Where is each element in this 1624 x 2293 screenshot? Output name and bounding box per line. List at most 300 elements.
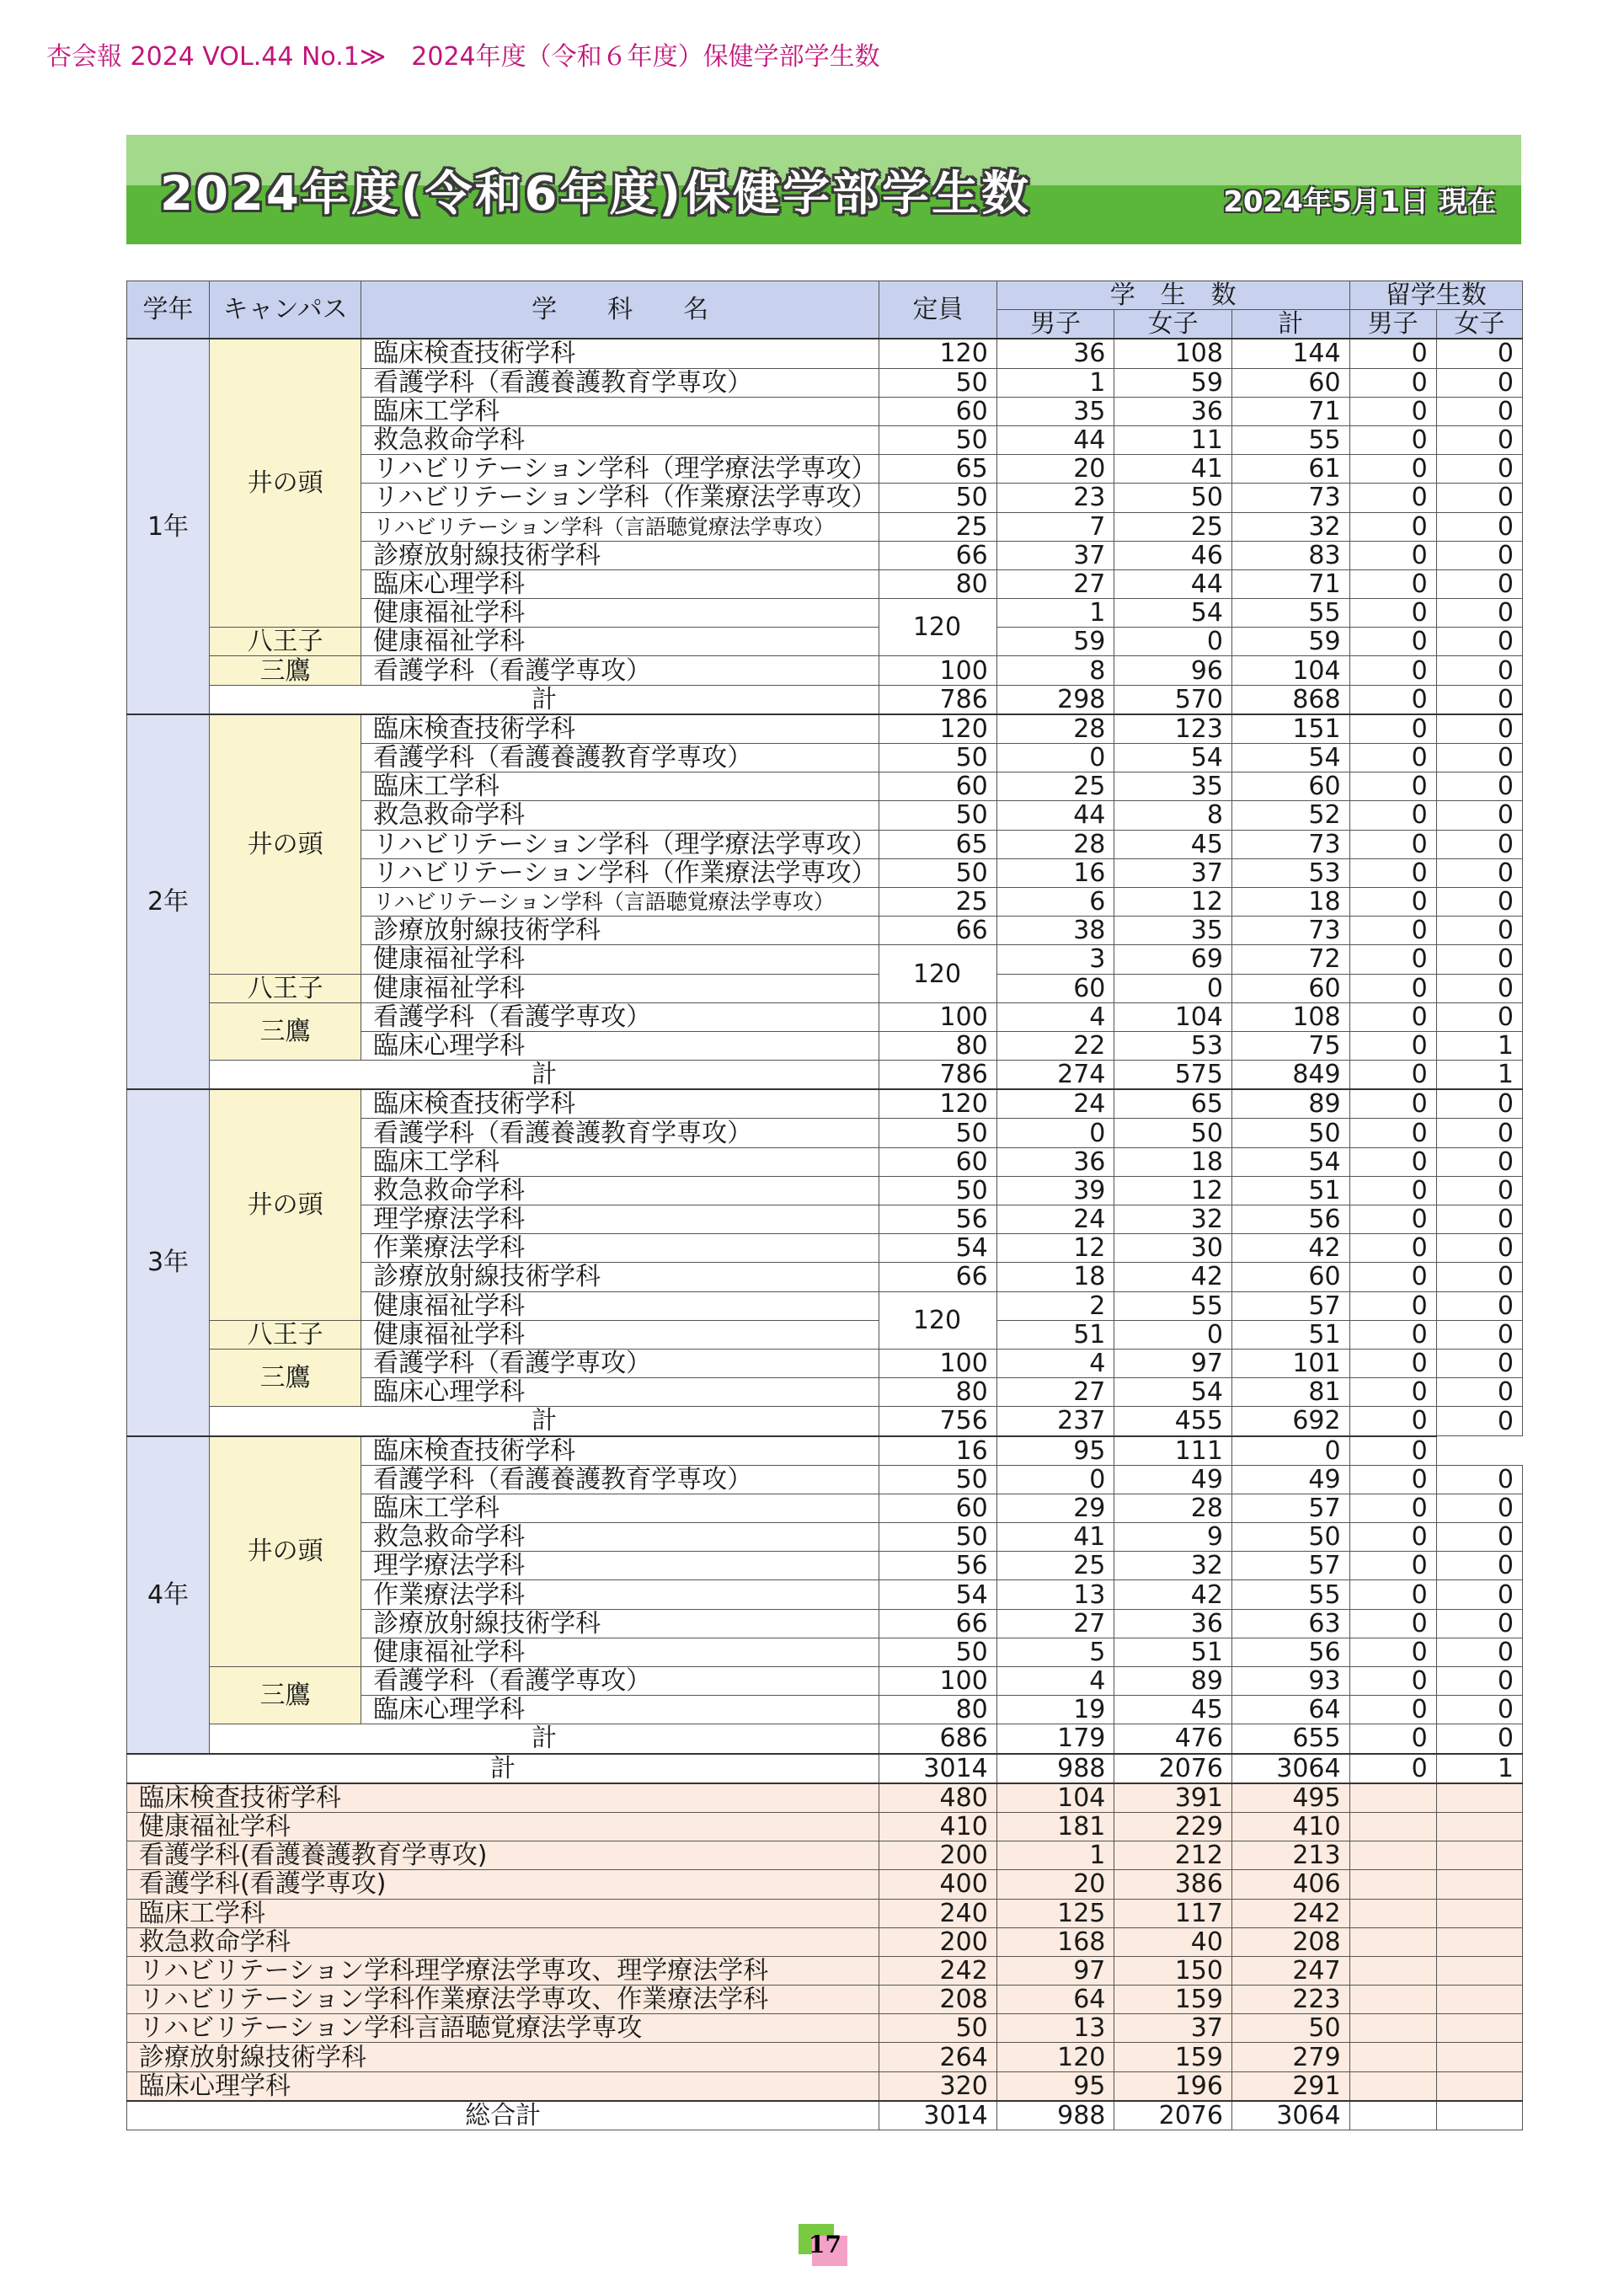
intl-male-count: 0 [1349, 1523, 1436, 1552]
male-count: 0 [996, 1465, 1114, 1494]
dept-name: 看護学科（看護学専攻） [361, 1349, 879, 1377]
female-count: 46 [1114, 541, 1232, 569]
capacity-value: 66 [879, 1263, 997, 1291]
female-count: 50 [1114, 1119, 1232, 1147]
capacity-value: 50 [879, 1465, 997, 1494]
intl-female-count: 0 [1436, 1089, 1522, 1119]
summary-blank [1349, 1899, 1436, 1927]
intl-male-count: 0 [1349, 1580, 1436, 1609]
capacity-value: 50 [879, 368, 997, 397]
dept-name: 健康福祉学科 [361, 974, 879, 1002]
total-count: 111 [1114, 1436, 1232, 1466]
table-body [127, 339, 1523, 2130]
male-count: 24 [996, 1205, 1114, 1234]
capacity-value: 50 [879, 858, 997, 887]
header-intl-female: 女子 [1436, 310, 1522, 339]
summary-capacity: 320 [879, 2071, 997, 2101]
male-total: 179 [996, 1724, 1114, 1754]
intl-female-count: 0 [1436, 1263, 1522, 1291]
table-row [127, 628, 1523, 656]
male-count: 18 [996, 1263, 1114, 1291]
intl-female-count: 0 [1436, 656, 1522, 685]
male-count: 27 [996, 1609, 1114, 1638]
summary-blank [1436, 1956, 1522, 1985]
summary-blank [1436, 2043, 1522, 2071]
intl-male-count: 0 [1349, 830, 1436, 858]
female-count: 97 [1114, 1349, 1232, 1377]
intl-female-count: 0 [1436, 1176, 1522, 1205]
dept-name: 健康福祉学科 [361, 1638, 879, 1666]
capacity-value: 60 [879, 772, 997, 801]
capacity-value: 80 [879, 1696, 997, 1724]
summary-male: 20 [996, 1870, 1114, 1899]
intl-female-count: 1 [1436, 1031, 1522, 1060]
summary-blank [1436, 1812, 1522, 1841]
total-count: 49 [1231, 1465, 1349, 1494]
female-total: 476 [1114, 1724, 1232, 1754]
page-number [799, 2224, 847, 2266]
summary-row [127, 1927, 1523, 1956]
dept-name: 臨床心理学科 [361, 569, 879, 598]
female-count: 25 [1114, 512, 1232, 541]
table-row [127, 1089, 1523, 1119]
male-count: 35 [996, 397, 1114, 425]
intl-female-count: 0 [1436, 541, 1522, 569]
female-count: 123 [1114, 714, 1232, 744]
capacity-value: 54 [879, 1234, 997, 1263]
intl-female-count: 0 [1436, 1609, 1522, 1638]
dept-name: 看護学科（看護学専攻） [361, 1002, 879, 1031]
total-count: 63 [1231, 1609, 1349, 1638]
dept-name: 救急救命学科 [361, 425, 879, 454]
summary-dept-name: 救急救命学科 [127, 1927, 879, 1956]
campus-label: 三鷹 [210, 1349, 361, 1406]
intl-female-count: 0 [1436, 569, 1522, 598]
total-count: 55 [1231, 599, 1349, 628]
total-count: 60 [1231, 368, 1349, 397]
intl-female-count: 0 [1436, 917, 1522, 945]
header-year: 学年 [127, 281, 210, 339]
intl-male-count: 0 [1349, 484, 1436, 512]
intl-male-count: 0 [1349, 1696, 1436, 1724]
capacity-value: 120 [879, 1089, 997, 1119]
summary-total: 223 [1231, 1986, 1349, 2014]
dept-name: リハビリテーション学科（言語聴覚療法学専攻） [361, 512, 879, 541]
female-count: 54 [1114, 599, 1232, 628]
male-total: 237 [996, 1407, 1114, 1436]
total-count: 60 [1231, 974, 1349, 1002]
summary-male: 95 [996, 2071, 1114, 2101]
intl-male-count: 0 [1349, 744, 1436, 772]
summary-dept-name: リハビリテーション学科理学療法学専攻、理学療法学科 [127, 1956, 879, 1985]
intl-female-count: 0 [1436, 1465, 1522, 1494]
intl-male-count: 0 [1349, 599, 1436, 628]
dept-name: リハビリテーション学科（理学療法学専攻） [361, 455, 879, 484]
intl-female-count: 0 [1436, 1552, 1522, 1580]
summary-capacity: 208 [879, 1986, 997, 2014]
capacity-value: 50 [879, 484, 997, 512]
intl-male-count: 0 [1349, 1147, 1436, 1176]
total-count: 57 [1231, 1494, 1349, 1522]
summary-capacity: 242 [879, 1956, 997, 1985]
intl-female-count: 0 [1436, 1378, 1522, 1407]
intl-male-count: 0 [1349, 1176, 1436, 1205]
female-count: 0 [1114, 1320, 1232, 1349]
campus-label: 三鷹 [210, 656, 361, 685]
total-count: 73 [1231, 830, 1349, 858]
intl-female-count: 0 [1436, 1667, 1522, 1696]
header-male: 男子 [996, 310, 1114, 339]
total-count: 57 [1231, 1552, 1349, 1580]
summary-blank [1349, 1927, 1436, 1956]
table-row [127, 1002, 1523, 1031]
summary-total: 406 [1231, 1870, 1349, 1899]
dept-name: 看護学科（看護学専攻） [361, 656, 879, 685]
year-label: 4年 [127, 1436, 210, 1754]
grand-total: 868 [1231, 685, 1349, 714]
intl-male-count: 0 [1349, 1119, 1436, 1147]
intl-male-count: 0 [1349, 772, 1436, 801]
male-count: 13 [996, 1580, 1114, 1609]
grand-total: 849 [1231, 1061, 1349, 1090]
male-total: 274 [996, 1061, 1114, 1090]
dept-name: 臨床工学科 [361, 1494, 879, 1522]
capacity-value: 50 [879, 1638, 997, 1666]
dept-name: 臨床検査技術学科 [361, 339, 879, 368]
as-of-date: 2024年5月1日 現在 [1223, 185, 1496, 219]
capacity-value: 66 [879, 917, 997, 945]
capacity-value: 54 [879, 1580, 997, 1609]
female-count: 54 [1114, 744, 1232, 772]
capacity-total: 3014 [879, 1754, 997, 1783]
male-count: 16 [879, 1436, 997, 1466]
male-count: 28 [996, 714, 1114, 744]
intl-female-total: 0 [1436, 1407, 1522, 1436]
female-count: 55 [1114, 1291, 1232, 1320]
summary-capacity: 410 [879, 1812, 997, 1841]
female-count: 42 [1114, 1263, 1232, 1291]
summary-capacity: 400 [879, 1870, 997, 1899]
male-count: 59 [996, 628, 1114, 656]
header-female: 女子 [1114, 310, 1232, 339]
summary-capacity: 264 [879, 2043, 997, 2071]
male-count: 4 [996, 1349, 1114, 1377]
capacity-value: 56 [879, 1205, 997, 1234]
male-count: 0 [996, 1119, 1114, 1147]
overall-blank [1436, 2101, 1522, 2130]
year-total-label: 計 [210, 685, 879, 714]
dept-name: 作業療法学科 [361, 1234, 879, 1263]
male-count: 22 [996, 1031, 1114, 1060]
capacity-value: 60 [879, 397, 997, 425]
campus-label: 井の頭 [210, 1436, 361, 1667]
total-count: 54 [1231, 1147, 1349, 1176]
intl-male-count: 0 [1349, 858, 1436, 887]
intl-male-count: 0 [1349, 455, 1436, 484]
total-count: 18 [1231, 887, 1349, 916]
intl-male-count: 0 [1349, 1291, 1436, 1320]
table-row [127, 339, 1523, 368]
intl-male-count: 0 [1349, 1378, 1436, 1407]
summary-blank [1349, 2014, 1436, 2043]
intl-female-count: 0 [1436, 801, 1522, 830]
header-dept: 学 科 名 [361, 281, 879, 339]
grand-total-row [127, 1754, 1523, 1783]
intl-male-count: 0 [1349, 368, 1436, 397]
male-count: 25 [996, 772, 1114, 801]
capacity-value: 100 [879, 1349, 997, 1377]
summary-dept-name: 臨床工学科 [127, 1899, 879, 1927]
capacity-total: 686 [879, 1724, 997, 1754]
female-count: 35 [1114, 917, 1232, 945]
capacity-total: 756 [879, 1407, 997, 1436]
intl-male-count: 0 [1349, 974, 1436, 1002]
summary-dept-name: 健康福祉学科 [127, 1812, 879, 1841]
dept-name: 臨床工学科 [361, 397, 879, 425]
male-count: 6 [996, 887, 1114, 916]
dept-name: 健康福祉学科 [361, 1291, 879, 1320]
total-count: 93 [1231, 1667, 1349, 1696]
intl-male-count: 0 [1349, 945, 1436, 974]
female-count: 45 [1114, 830, 1232, 858]
summary-blank [1349, 1812, 1436, 1841]
capacity-value: 120 [879, 945, 997, 1002]
intl-male-count: 0 [1349, 1667, 1436, 1696]
female-count: 42 [1114, 1580, 1232, 1609]
year-total-row [127, 1724, 1523, 1754]
summary-dept-name: 臨床心理学科 [127, 2071, 879, 2101]
summary-blank [1349, 1870, 1436, 1899]
female-count: 35 [1114, 772, 1232, 801]
total-count: 53 [1231, 858, 1349, 887]
intl-female-count: 0 [1436, 339, 1522, 368]
header-campus: キャンパス [210, 281, 361, 339]
female-total: 575 [1114, 1061, 1232, 1090]
summary-female: 386 [1114, 1870, 1232, 1899]
dept-name: 健康福祉学科 [361, 945, 879, 974]
grand-total: 655 [1231, 1724, 1349, 1754]
total-count: 56 [1231, 1638, 1349, 1666]
summary-capacity: 480 [879, 1783, 997, 1813]
total-count: 144 [1231, 339, 1349, 368]
female-count: 28 [1114, 1494, 1232, 1522]
year-label: 2年 [127, 714, 210, 1089]
summary-capacity: 240 [879, 1899, 997, 1927]
intl-female-count: 0 [1436, 1119, 1522, 1147]
total-count: 64 [1231, 1696, 1349, 1724]
total-count: 56 [1231, 1205, 1349, 1234]
intl-male-count: 0 [1349, 1552, 1436, 1580]
summary-dept-name: リハビリテーション学科言語聴覚療法学専攻 [127, 2014, 879, 2043]
summary-dept-name: 看護学科(看護養護教育学専攻) [127, 1841, 879, 1870]
capacity-value: 50 [879, 1176, 997, 1205]
summary-row [127, 2071, 1523, 2101]
intl-female-count: 0 [1436, 1696, 1522, 1724]
intl-female-count: 0 [1436, 628, 1522, 656]
intl-male-count: 0 [1349, 541, 1436, 569]
male-count: 8 [996, 656, 1114, 685]
summary-row [127, 1956, 1523, 1985]
year-total-row [127, 1061, 1523, 1090]
summary-blank [1349, 2043, 1436, 2071]
male-count: 3 [996, 945, 1114, 974]
student-count-table [126, 281, 1523, 2130]
female-total: 455 [1114, 1407, 1232, 1436]
female-count: 0 [1114, 974, 1232, 1002]
male-count: 4 [996, 1002, 1114, 1031]
intl-male-count: 0 [1349, 569, 1436, 598]
summary-row [127, 2014, 1523, 2043]
female-count: 108 [1114, 339, 1232, 368]
total-count: 71 [1231, 569, 1349, 598]
summary-blank [1436, 1899, 1522, 1927]
intl-female-count: 0 [1436, 974, 1522, 1002]
male-count: 7 [996, 512, 1114, 541]
capacity-value: 100 [879, 1667, 997, 1696]
intl-male-total: 0 [1349, 1407, 1436, 1436]
summary-row [127, 1841, 1523, 1870]
intl-male-count: 0 [1349, 425, 1436, 454]
male-count: 27 [996, 1378, 1114, 1407]
summary-dept-name: 臨床検査技術学科 [127, 1783, 879, 1813]
intl-female-total: 0 [1436, 1724, 1522, 1754]
intl-male-total: 0 [1349, 1061, 1436, 1090]
summary-female: 159 [1114, 2043, 1232, 2071]
male-count: 41 [996, 1523, 1114, 1552]
campus-label: 八王子 [210, 1320, 361, 1349]
page-number-text: 17 [809, 2231, 841, 2258]
female-count: 8 [1114, 801, 1232, 830]
summary-total: 410 [1231, 1812, 1349, 1841]
capacity-value: 65 [879, 455, 997, 484]
summary-blank [1349, 1956, 1436, 1985]
dept-name: 健康福祉学科 [361, 628, 879, 656]
summary-female: 212 [1114, 1841, 1232, 1870]
male-total: 988 [996, 1754, 1114, 1783]
grand-total-label: 計 [127, 1754, 879, 1783]
male-count: 36 [996, 1147, 1114, 1176]
summary-male: 168 [996, 1927, 1114, 1956]
intl-female-count: 0 [1436, 1638, 1522, 1666]
total-count: 81 [1231, 1378, 1349, 1407]
page-title: 2024年度(令和6年度)保健学部学生数 [160, 167, 1032, 222]
header-students: 学 生 数 [996, 281, 1349, 310]
capacity-value: 50 [879, 1523, 997, 1552]
total-count: 59 [1231, 628, 1349, 656]
intl-female-count: 0 [1436, 1234, 1522, 1263]
summary-total: 242 [1231, 1899, 1349, 1927]
total-count: 60 [1231, 1263, 1349, 1291]
male-count: 20 [996, 455, 1114, 484]
title-banner [126, 135, 1521, 244]
male-count: 19 [996, 1696, 1114, 1724]
dept-name: リハビリテーション学科（作業療法学専攻） [361, 858, 879, 887]
intl-female-count: 0 [1436, 714, 1522, 744]
male-count: 1 [996, 368, 1114, 397]
total-count: 55 [1231, 425, 1349, 454]
intl-male-count: 0 [1349, 1089, 1436, 1119]
female-count: 9 [1114, 1523, 1232, 1552]
summary-capacity: 200 [879, 1927, 997, 1956]
dept-name: 臨床心理学科 [361, 1696, 879, 1724]
intl-female-count: 0 [1436, 425, 1522, 454]
total-count: 55 [1231, 1580, 1349, 1609]
total-count: 89 [1231, 1089, 1349, 1119]
female-count: 89 [1114, 1667, 1232, 1696]
dept-name: 診療放射線技術学科 [361, 1609, 879, 1638]
female-total: 570 [1114, 685, 1232, 714]
summary-total: 291 [1231, 2071, 1349, 2101]
total-count: 60 [1231, 772, 1349, 801]
summary-row [127, 1899, 1523, 1927]
table-row [127, 1667, 1523, 1696]
summary-female: 40 [1114, 1927, 1232, 1956]
dept-name: 救急救命学科 [361, 1523, 879, 1552]
intl-male-count: 0 [1349, 1349, 1436, 1377]
summary-female: 117 [1114, 1899, 1232, 1927]
intl-female-count: 0 [1436, 1349, 1522, 1377]
male-count: 0 [996, 744, 1114, 772]
dept-name: 理学療法学科 [361, 1552, 879, 1580]
capacity-value: 100 [879, 1002, 997, 1031]
capacity-value: 25 [879, 887, 997, 916]
summary-total: 213 [1231, 1841, 1349, 1870]
female-count: 36 [1114, 397, 1232, 425]
intl-male-count: 0 [1349, 397, 1436, 425]
capacity-value: 100 [879, 656, 997, 685]
campus-label: 三鷹 [210, 1002, 361, 1060]
table-row [127, 714, 1523, 744]
intl-female-count: 0 [1436, 945, 1522, 974]
dept-name: 診療放射線技術学科 [361, 541, 879, 569]
summary-female: 196 [1114, 2071, 1232, 2101]
intl-female-count: 0 [1436, 744, 1522, 772]
total-count: 61 [1231, 455, 1349, 484]
campus-label: 三鷹 [210, 1667, 361, 1724]
male-count: 2 [996, 1291, 1114, 1320]
intl-female-count: 0 [1436, 368, 1522, 397]
table-row [127, 1349, 1523, 1377]
header-intl-male: 男子 [1349, 310, 1436, 339]
total-count: 54 [1231, 744, 1349, 772]
summary-female: 159 [1114, 1986, 1232, 2014]
dept-name: 臨床工学科 [361, 772, 879, 801]
summary-blank [1349, 2071, 1436, 2101]
intl-male-count: 0 [1349, 1638, 1436, 1666]
summary-male: 64 [996, 1986, 1114, 2014]
intl-male-count: 0 [1349, 1609, 1436, 1638]
female-count: 36 [1114, 1609, 1232, 1638]
total-count: 151 [1231, 714, 1349, 744]
summary-dept-name: 診療放射線技術学科 [127, 2043, 879, 2071]
overall-blank [1349, 2101, 1436, 2130]
male-count: 28 [996, 830, 1114, 858]
capacity-value: 56 [879, 1552, 997, 1580]
summary-male: 120 [996, 2043, 1114, 2071]
summary-male: 97 [996, 1956, 1114, 1985]
grand-total: 3064 [1231, 1754, 1349, 1783]
total-count: 71 [1231, 397, 1349, 425]
summary-capacity: 200 [879, 1841, 997, 1870]
capacity-value: 80 [879, 569, 997, 598]
male-count: 4 [996, 1667, 1114, 1696]
male-count: 44 [996, 801, 1114, 830]
intl-female-count: 0 [1436, 887, 1522, 916]
intl-male-count: 0 [1349, 1031, 1436, 1060]
dept-name: 臨床工学科 [361, 1147, 879, 1176]
capacity-value: 50 [879, 1119, 997, 1147]
campus-label: 八王子 [210, 974, 361, 1002]
